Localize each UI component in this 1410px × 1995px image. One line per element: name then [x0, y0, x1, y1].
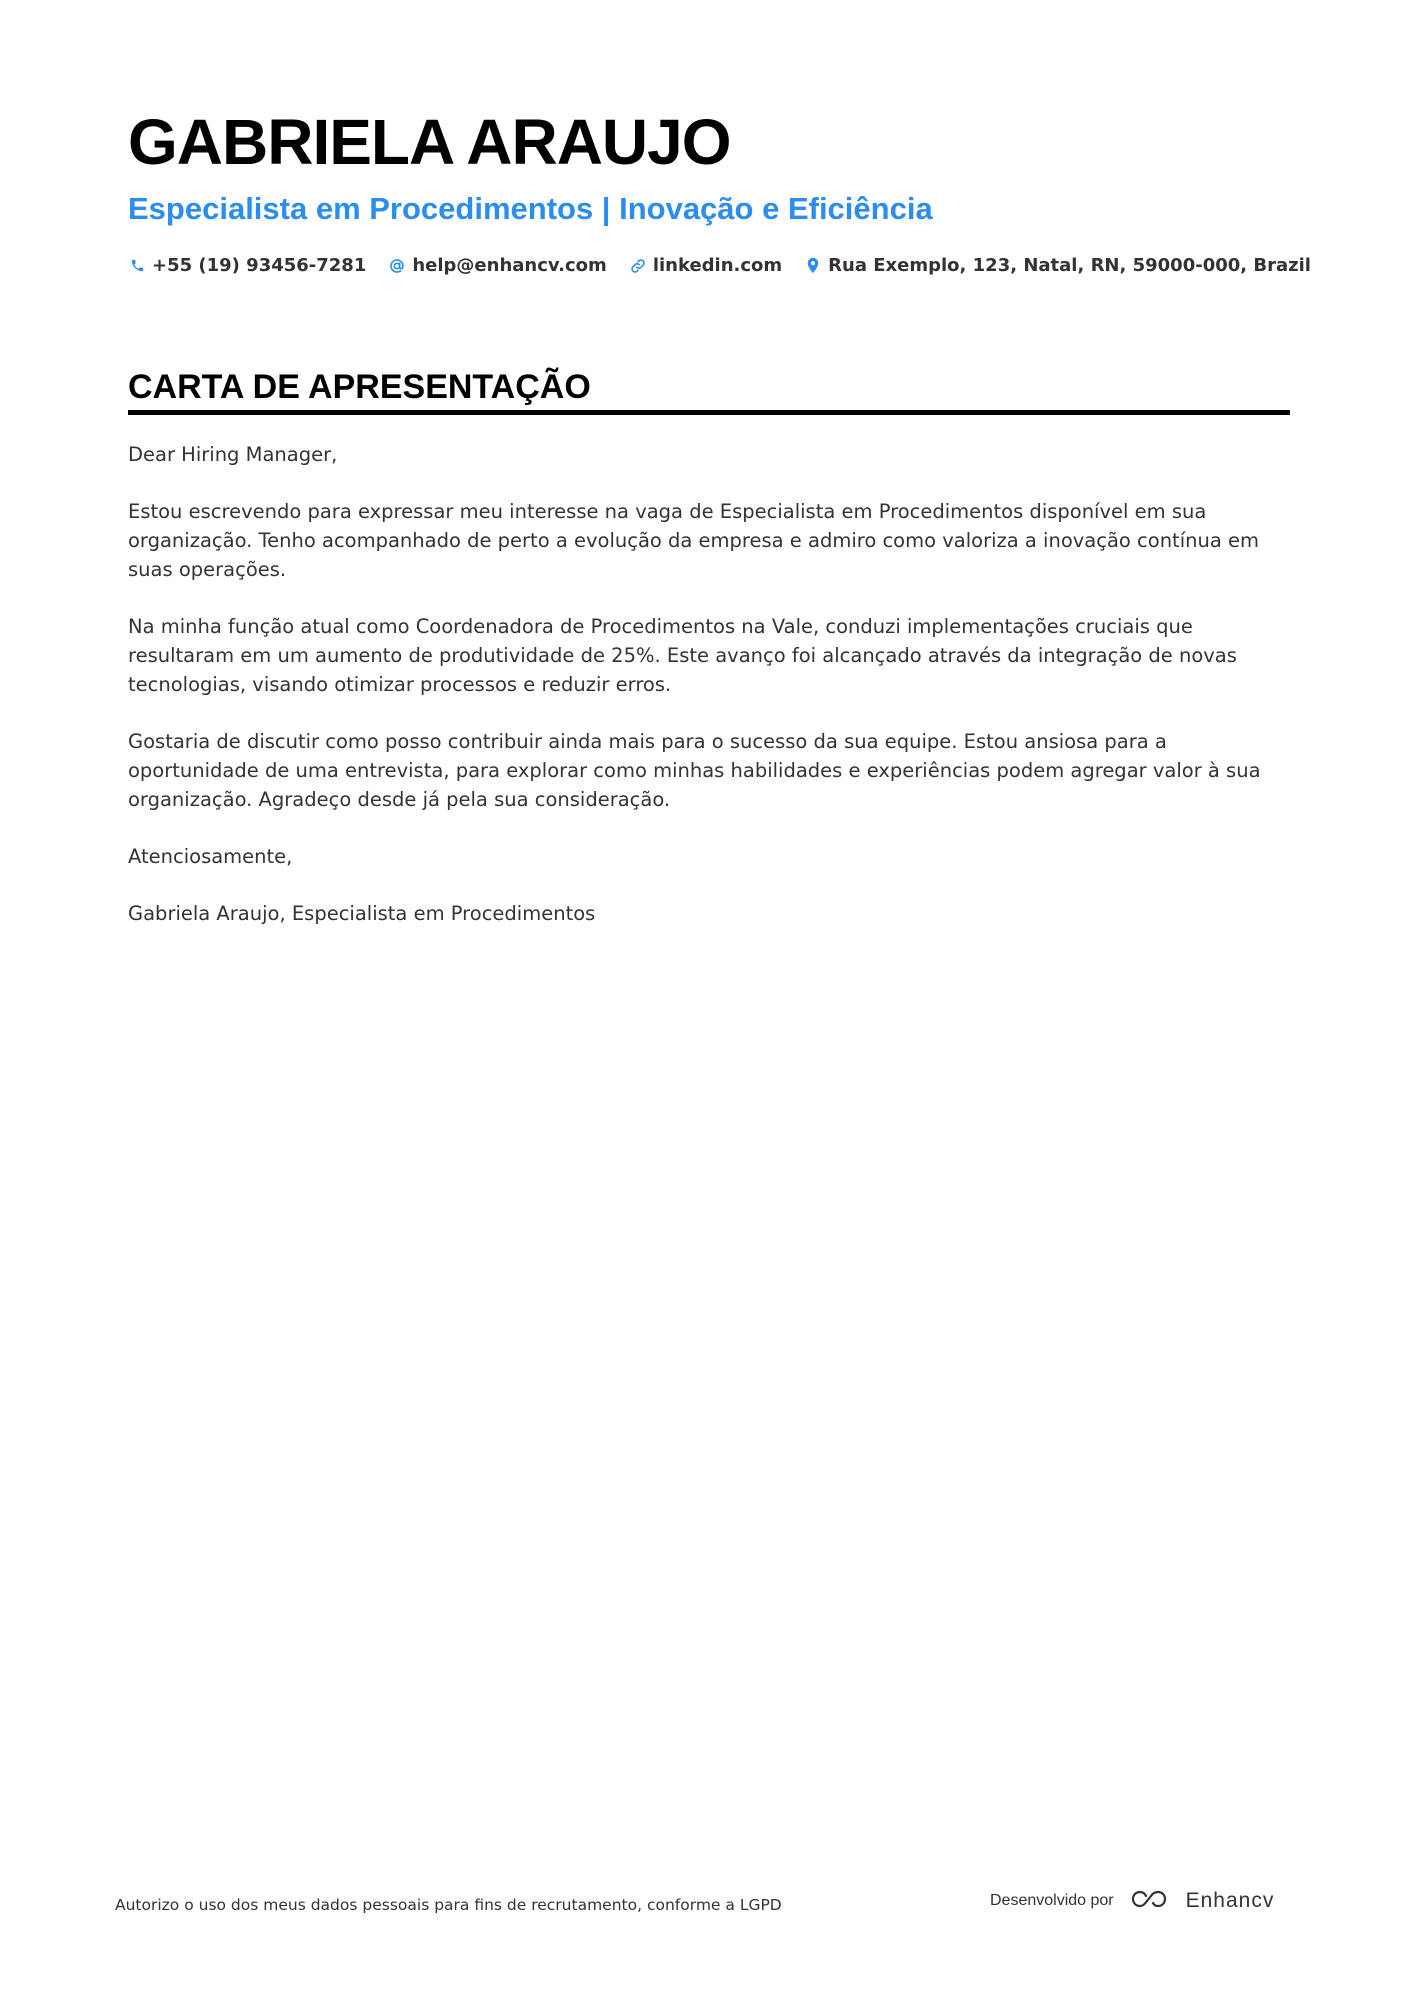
at-icon	[388, 257, 406, 275]
letter-paragraph: Estou escrevendo para expressar meu interesse na vaga de Especialista em Procedimentos disponível em sua organização. Tenho acompanhado de perto a evolução da empresa e admiro como valoriza a inovação contínua em suas operações.	[128, 500, 1259, 581]
letter-salutation: Dear Hiring Manager,	[128, 443, 338, 466]
contact-email-text: help@enhancv.com	[412, 255, 607, 276]
brand-name: Enhancv	[1185, 1889, 1275, 1912]
contact-address-text: Rua Exemplo, 123, Natal, RN, 59000-000, Brazil	[828, 255, 1311, 276]
contact-bar	[128, 255, 1311, 276]
contact-phone-text: +55 (19) 93456-7281	[152, 255, 367, 276]
candidate-name: GABRIELA ARAUJO	[128, 106, 731, 178]
phone-icon	[128, 257, 146, 275]
letter-closing: Atenciosamente,	[128, 845, 293, 868]
powered-by-label: Desenvolvido por	[990, 1892, 1114, 1909]
section-title: CARTA DE APRESENTAÇÃO	[128, 368, 591, 406]
contact-linkedin-text: linkedin.com	[652, 255, 783, 276]
powered-by[interactable]	[990, 1887, 1274, 1915]
section-divider	[128, 410, 1290, 415]
letter-signature: Gabriela Araujo, Especialista em Procedimentos	[128, 902, 596, 925]
candidate-title: Especialista em Procedimentos | Inovação e Eficiência	[128, 191, 933, 226]
letter-paragraph: Na minha função atual como Coordenadora de Procedimentos na Vale, conduzi implementações cruciais que resultaram em um aumento de produtividade de 25%. Este avanço foi alcançado através da integração de novas tecnologias, visando otimizar processos e reduzir erros.	[128, 615, 1237, 696]
location-pin-icon	[804, 257, 822, 275]
contact-address	[804, 255, 1311, 276]
contact-email[interactable]	[388, 255, 606, 276]
letter-body	[128, 440, 1290, 956]
contact-linkedin[interactable]	[629, 255, 782, 276]
link-icon	[629, 257, 647, 275]
lgpd-consent-note: Autorizo o uso dos meus dados pessoais para fins de recrutamento, conforme a LGPD	[115, 1896, 782, 1914]
letter-paragraph: Gostaria de discutir como posso contribuir ainda mais para o sucesso da sua equipe. Estou ansiosa para a oportunidade de uma entrevista, para explorar como minhas habilidades e experiências podem agregar valor à sua organização. Agradeço desde já pela sua consideração.	[128, 730, 1261, 811]
contact-phone	[128, 255, 366, 276]
enhancv-logo-icon	[1126, 1887, 1174, 1915]
